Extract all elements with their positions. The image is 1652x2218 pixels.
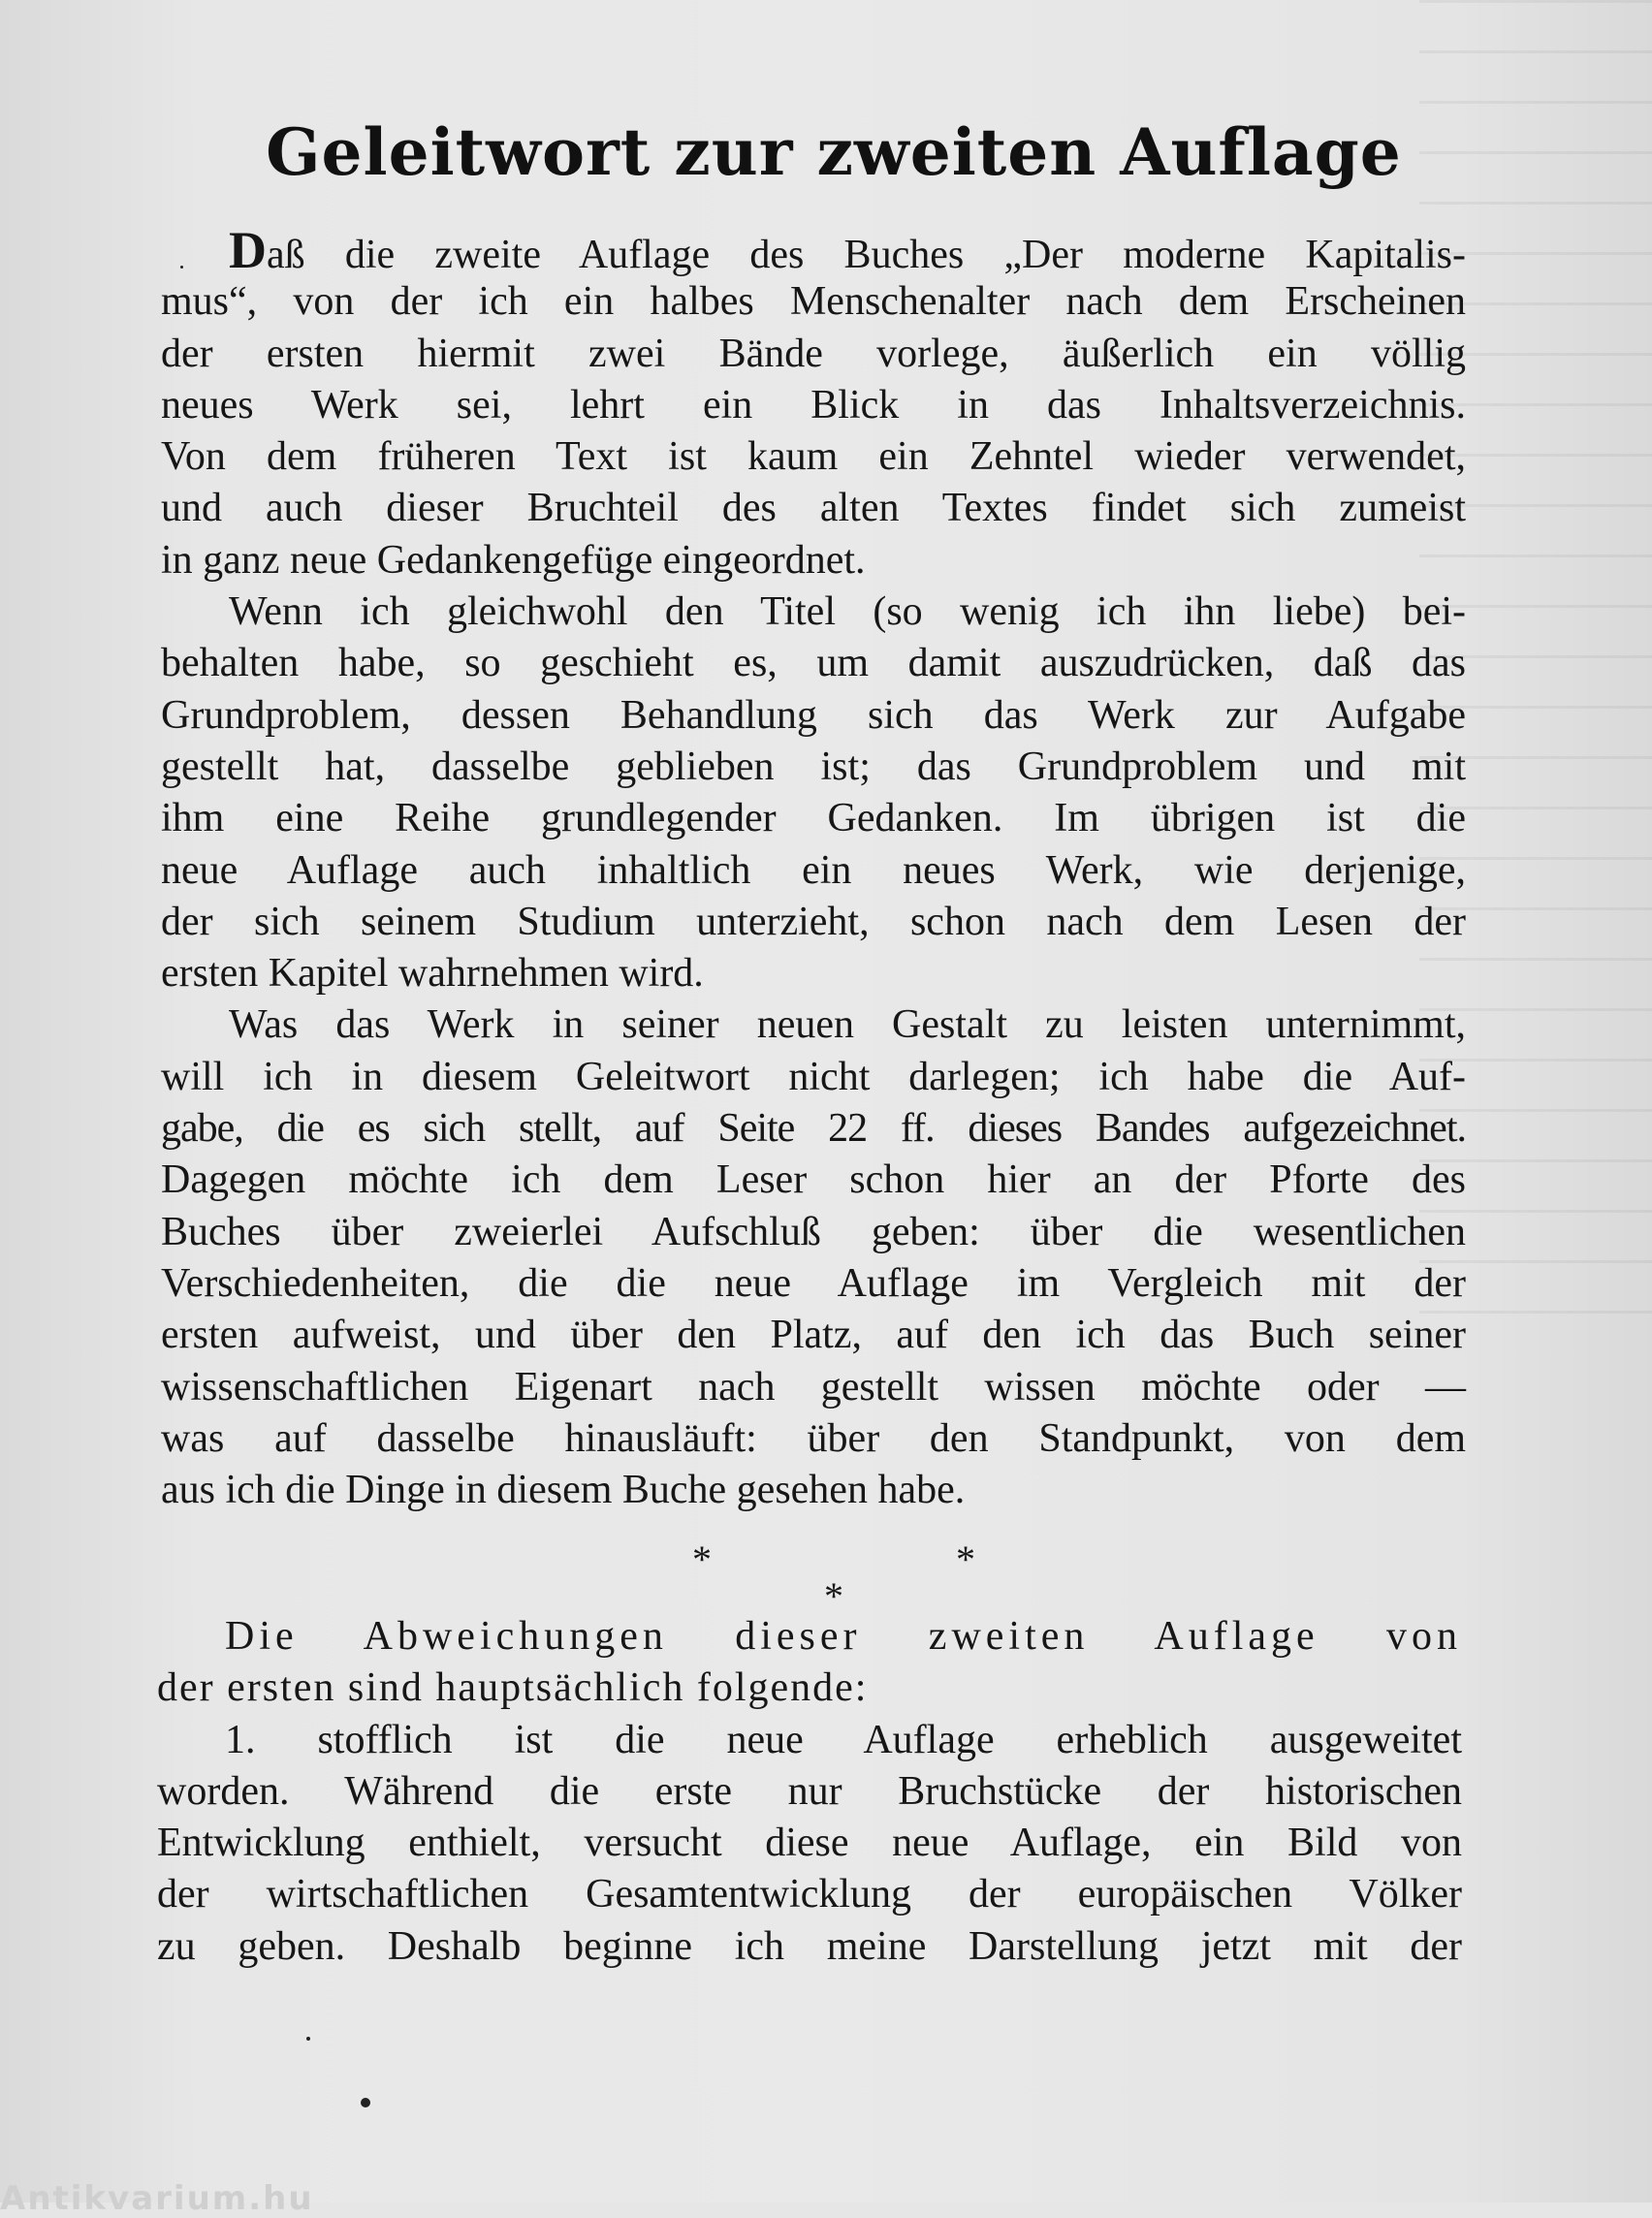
text-line: neues Werk sei, lehrt ein Blick in das Inhaltsverzeichnis. bbox=[161, 382, 1466, 428]
text-line: Was das Werk in seiner neuen Gestalt zu leisten unternimmt, bbox=[229, 1002, 1466, 1048]
main-text-continued bbox=[157, 1611, 1462, 1973]
text-line: Die Abweichungen dieser zweiten Auflage von bbox=[225, 1614, 1462, 1659]
text-line: Grundproblem, dessen Behandlung sich das Werk zur Aufgabe bbox=[161, 692, 1466, 738]
text-line: was auf dasselbe hinausläuft: über den Standpunkt, von dem bbox=[161, 1415, 1466, 1461]
watermark: Antikvarium.hu bbox=[0, 2179, 314, 2218]
text-line: zu geben. Deshalb beginne ich meine Darstellung jetzt mit der bbox=[157, 1923, 1462, 1969]
text-line: wissenschaftlichen Eigenart nach gestellt wissen möchte oder — bbox=[161, 1364, 1466, 1410]
text-line: behalten habe, so geschieht es, um damit auszudrücken, daß das bbox=[161, 641, 1466, 686]
text-line: Wenn ich gleichwohl den Titel (so wenig ich ihn liebe) bei- bbox=[229, 589, 1466, 635]
text-line: worden. Während die erste nur Bruchstücke der historischen bbox=[157, 1768, 1462, 1814]
text-line: ersten aufweist, und über den Platz, auf den ich das Buch seiner bbox=[161, 1313, 1466, 1358]
text-line: der ersten sind hauptsächlich folgende: bbox=[157, 1665, 869, 1711]
separator-star: * bbox=[956, 1537, 975, 1581]
drop-cap: D bbox=[229, 221, 267, 279]
text-line: Entwicklung enthielt, versucht diese neue Auflage, ein Bild von bbox=[157, 1821, 1462, 1866]
text-line: in ganz neue Gedankengefüge eingeordnet. bbox=[161, 537, 866, 583]
text-line: der wirtschaftlichen Gesamtentwicklung der europäischen Völker bbox=[157, 1872, 1462, 1917]
ink-speck bbox=[306, 2037, 310, 2041]
text-line: der ersten hiermit zwei Bände vorlege, äußerlich ein völlig bbox=[161, 331, 1466, 376]
text-line: der sich seinem Studium unterzieht, schon nach dem Lesen der bbox=[161, 899, 1466, 944]
section-separator bbox=[161, 1537, 1466, 1618]
text-line: gabe, die es sich stellt, auf Seite 22 ff. dieses Bandes aufgezeichnet. bbox=[161, 1106, 1466, 1152]
text-line: aus ich die Dinge in diesem Buche gesehen habe. bbox=[161, 1468, 966, 1513]
main-text bbox=[161, 221, 1466, 1516]
text-line: ihm eine Reihe grundlegender Gedanken. Im übrigen ist die bbox=[161, 796, 1466, 841]
ink-speck bbox=[180, 266, 183, 269]
text-line: ersten Kapitel wahrnehmen wird. bbox=[161, 951, 704, 997]
text-line: Dagegen möchte ich dem Leser schon hier an der Pforte des bbox=[161, 1157, 1466, 1203]
page-title: Geleitwort zur zweiten Auflage bbox=[266, 114, 1402, 190]
text-line: mus“, von der ich ein halbes Menschenalter nach dem Erscheinen bbox=[161, 279, 1466, 325]
text-line: will ich in diesem Geleitwort nicht darlegen; ich habe die Auf- bbox=[161, 1054, 1466, 1099]
separator-star: * bbox=[692, 1537, 712, 1581]
separator-star: * bbox=[824, 1574, 843, 1618]
text-line: neue Auflage auch inhaltlich ein neues Werk, wie derjenige, bbox=[161, 847, 1466, 893]
text-line: Verschiedenheiten, die die neue Auflage im Vergleich mit der bbox=[161, 1260, 1466, 1306]
ink-speck bbox=[361, 2098, 370, 2107]
text-line: gestellt hat, dasselbe geblieben ist; das Grundproblem und mit bbox=[161, 744, 1466, 789]
text-line: Daß die zweite Auflage des Buches „Der moderne Kapitalis- bbox=[229, 221, 1466, 279]
text-line: Von dem früheren Text ist kaum ein Zehntel wieder verwendet, bbox=[161, 434, 1466, 480]
text-line: 1. stofflich ist die neue Auflage erheblich ausgeweitet bbox=[225, 1717, 1462, 1762]
text-line: und auch dieser Bruchteil des alten Textes findet sich zumeist bbox=[161, 486, 1466, 531]
text-line: Buches über zweierlei Aufschluß geben: über die wesentlichen bbox=[161, 1209, 1466, 1254]
